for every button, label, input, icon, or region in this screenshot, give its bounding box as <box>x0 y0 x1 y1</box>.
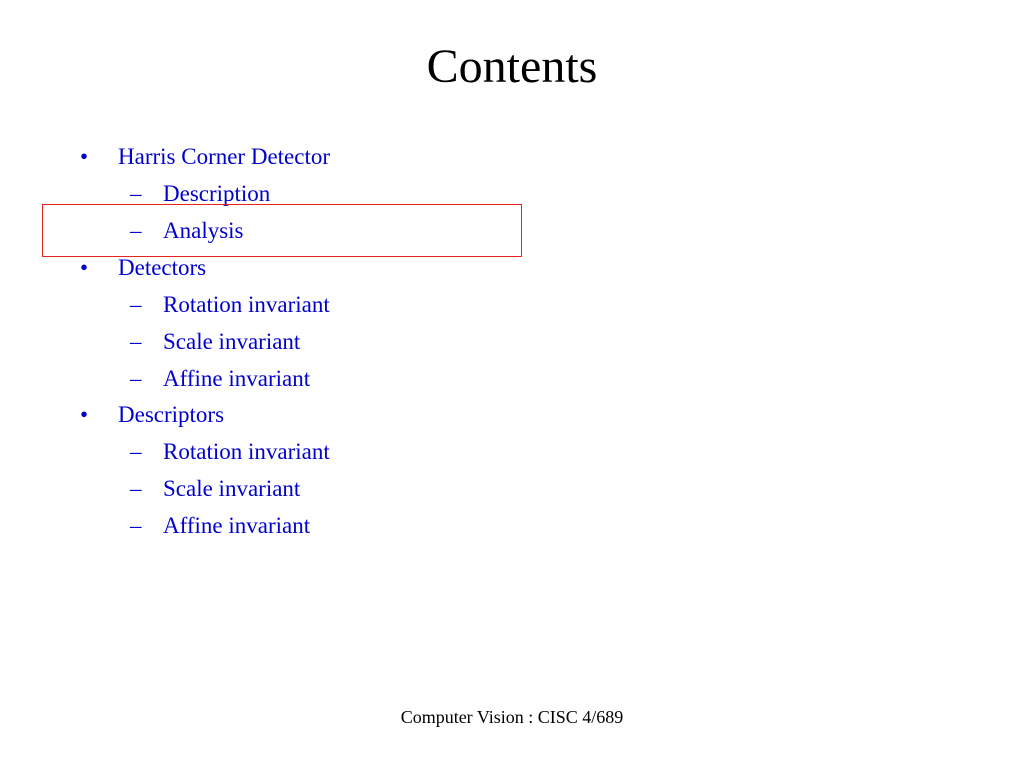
outline-subitem-rotation-invariant: Rotation invariant <box>163 439 330 464</box>
sub-bullet-marker: – <box>130 439 142 464</box>
outline-subitem-affine-invariant: Affine invariant <box>163 366 311 391</box>
outline-subitem-analysis: Analysis <box>163 218 244 243</box>
footer-text: Computer Vision : CISC 4/689 <box>400 707 624 727</box>
outline-subitem-description: Description <box>163 181 271 206</box>
highlight-box <box>42 204 522 257</box>
outline-subitem-rotation-invariant: Rotation invariant <box>163 292 330 317</box>
bullet-marker: • <box>80 255 89 280</box>
sub-bullet-marker: – <box>130 366 142 391</box>
sub-bullet-marker: – <box>130 181 142 206</box>
sub-bullet-marker: – <box>130 476 142 501</box>
slide-title: Contents <box>426 40 598 93</box>
outline-item-detectors: Detectors <box>118 255 207 280</box>
outline-subitem-affine-invariant: Affine invariant <box>163 513 311 538</box>
sub-bullet-marker: – <box>130 292 142 317</box>
sub-bullet-marker: – <box>130 218 142 243</box>
slide-footer <box>0 706 1024 728</box>
outline-subitem-scale-invariant: Scale invariant <box>163 476 301 501</box>
outline-item-harris-corner-detector: Harris Corner Detector <box>118 144 331 169</box>
outline-item-descriptors: Descriptors <box>118 402 225 427</box>
bullet-marker: • <box>80 144 89 169</box>
outline-subitem-scale-invariant: Scale invariant <box>163 329 301 354</box>
sub-bullet-marker: – <box>130 329 142 354</box>
bullet-marker: • <box>80 402 89 427</box>
sub-bullet-marker: – <box>130 513 142 538</box>
